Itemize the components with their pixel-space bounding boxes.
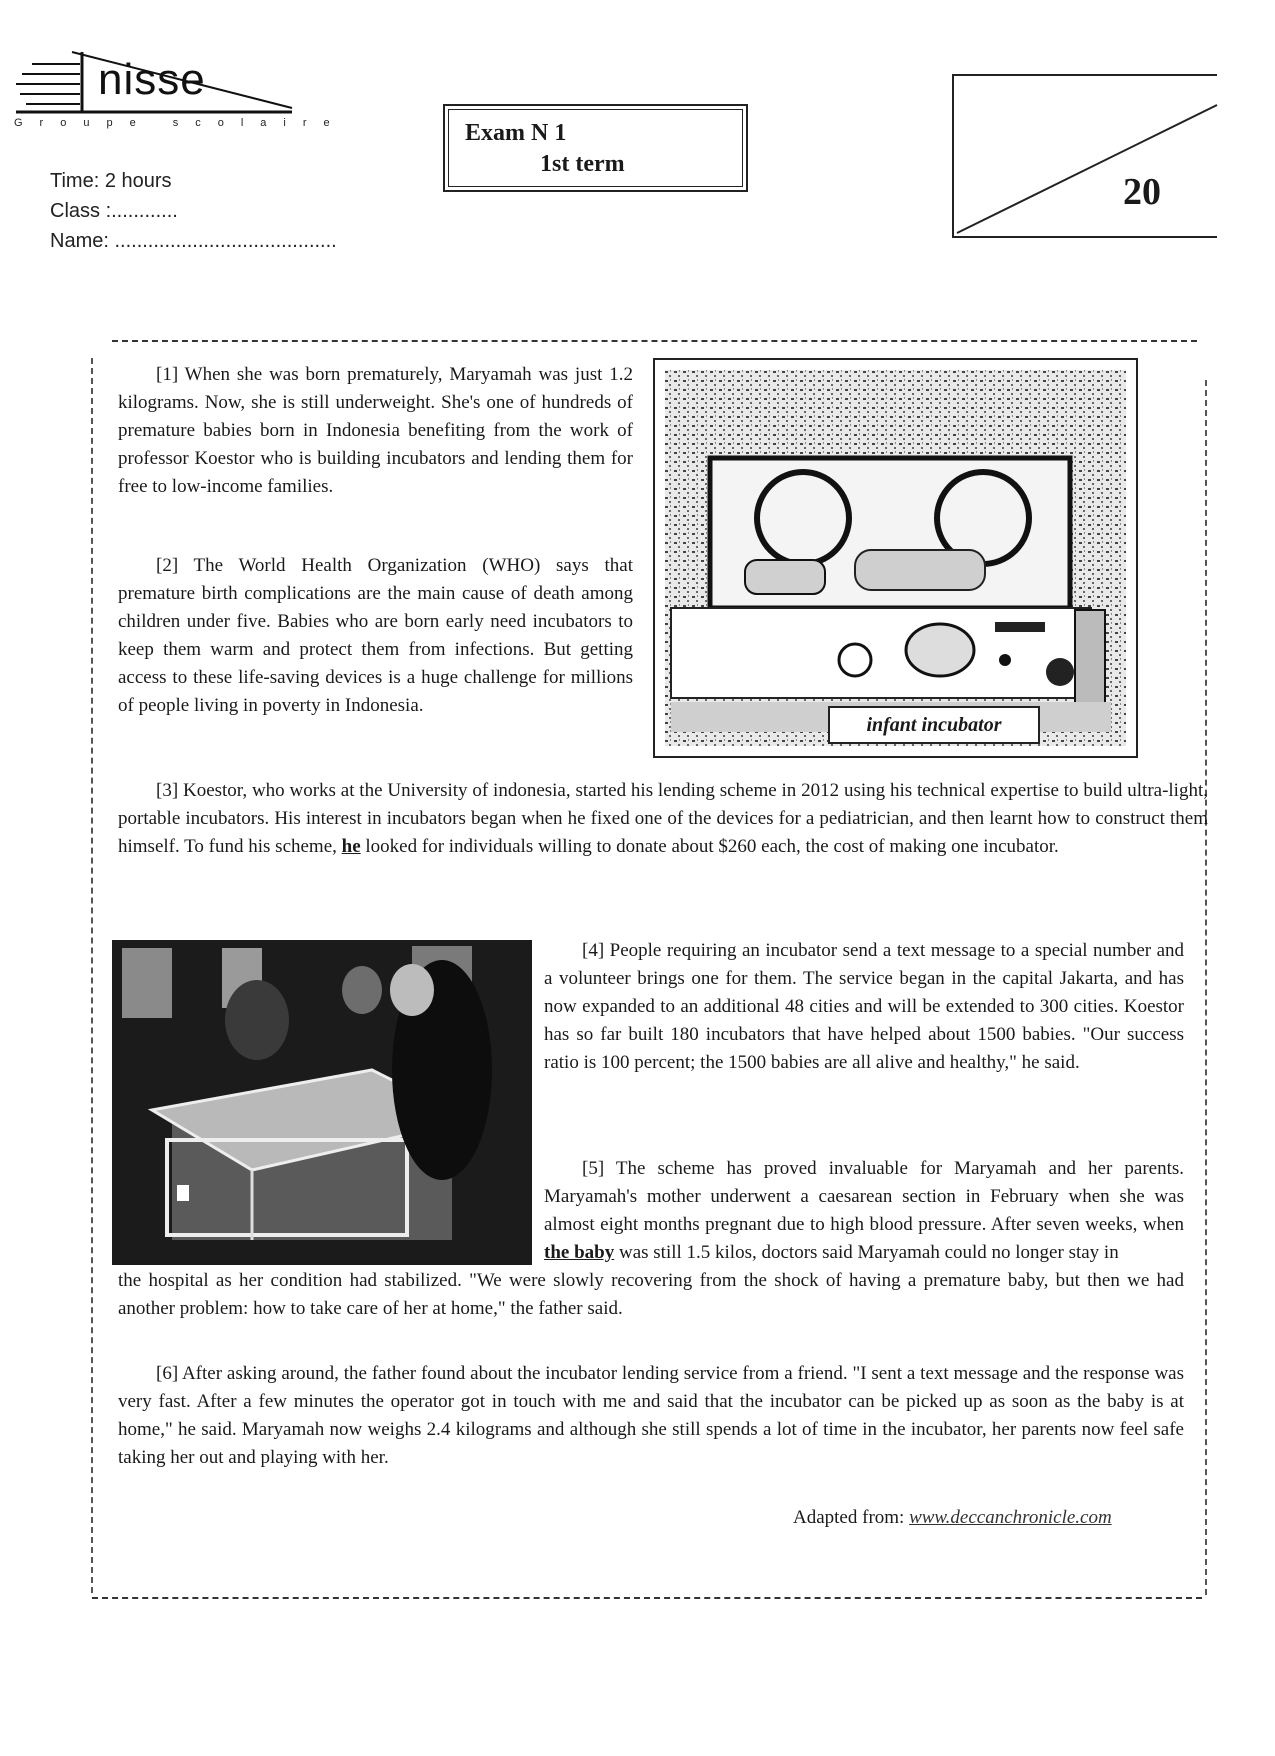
top-dashed-rule	[112, 340, 1197, 342]
score-box	[951, 73, 1218, 239]
logo-text: nisse	[98, 55, 206, 104]
exam-term: 1st term	[540, 151, 625, 177]
incubator-caption: infant incubator	[828, 706, 1040, 744]
paragraph-3-text-b: looked for individuals willing to donate about $260 each, the cost of making one incubator.	[365, 836, 1059, 857]
paragraph-5-wrap	[544, 1155, 1184, 1267]
exam-title-inner	[448, 109, 743, 187]
koestor-photo	[112, 940, 532, 1265]
paragraph-2: [2] The World Health Organization (WHO) says that premature birth complications are the main cause of death among children under five. Babies who are born early need incubators to keep them warm and protect them from infections. But getting access to these life-saving devices is a huge challenge for millions of people living in poverty in Indonesia.	[118, 555, 633, 716]
paragraph-3	[118, 777, 1208, 861]
people-with-incubator-image-icon	[112, 940, 532, 1265]
paragraph-5-text-a: [5] The scheme has proved invaluable for Maryamah and her parents. Maryamah's mother underwent a caesarean section in February when she was almost eight months pregnant due to high blood pressure. After seven weeks, when	[544, 1158, 1184, 1235]
incubator-photo	[653, 358, 1138, 758]
paragraph-3-text-a: [3] Koestor, who works at the University of indonesia, started his lending scheme in 2012 using his technical expertise to build ultra-light, portable incubators. His interest in incubators began when he fixed one of the devices for a pediatrician, and then learnt how to construct them himself. To fund his scheme,	[118, 780, 1208, 857]
bottom-dashed-rule	[92, 1597, 1202, 1599]
exam-duration: Time: 2 hours	[50, 170, 172, 192]
score-total: 20	[1123, 171, 1161, 213]
paragraph-4: [4] People requiring an incubator send a text message to a special number and a volunteer brings one for them. The service began in the capital Jakarta, and has now expanded to an additional 48 cities and will be extended to 300 cities. Koestor has so far built 180 incubators that have helped about 1500 babies. "Our success ratio is 100 percent; the 1500 babies are all alive and healthy," he said.	[544, 940, 1184, 1073]
source-link[interactable]: www.deccanchronicle.com	[909, 1507, 1112, 1528]
underlined-the-baby: the baby	[544, 1242, 615, 1263]
paragraph-5-text-b: was still 1.5 kilos, doctors said Maryamah could no longer stay in	[618, 1242, 1119, 1263]
paragraph-6: [6] After asking around, the father found about the incubator lending service from a friend. "I sent a text message and the response was very fast. After a few minutes the operator got in touch with me and said that the incubator can be picked up as soon as the baby is at home," he said. Maryamah now weighs 2.4 kilograms and although she still spends a lot of time in the incubator, her parents now feel safe taking her out and playing with her.	[118, 1363, 1184, 1468]
right-dashed-border	[1205, 380, 1207, 1595]
source-label: Adapted from:	[793, 1507, 905, 1528]
exam-title-box	[443, 104, 748, 192]
paragraph-5-continued: the hospital as her condition had stabilized. "We were slowly recovering from the shock of having a premature baby, but then we had another problem: how to take care of her at home," the father said.	[118, 1270, 1184, 1319]
left-dashed-border	[91, 358, 93, 1593]
exam-title: Exam N 1	[465, 120, 567, 146]
class-field: Class :............	[50, 200, 178, 222]
underlined-pronoun-he: he	[341, 836, 361, 857]
paragraph-1: [1] When she was born prematurely, Maryamah was just 1.2 kilograms. Now, she is still underweight. She's one of hundreds of premature babies born in Indonesia benefiting from the work of professor Koestor who is building incubators and lending them for free to low-income families.	[118, 364, 633, 497]
incubator-image-icon	[655, 360, 1136, 756]
student-info	[50, 166, 337, 256]
source-attribution	[793, 1507, 1112, 1529]
logo-subtext: Groupe scolaire	[14, 117, 347, 129]
school-logo	[12, 50, 347, 140]
name-field: Name: ........................................	[50, 230, 337, 252]
